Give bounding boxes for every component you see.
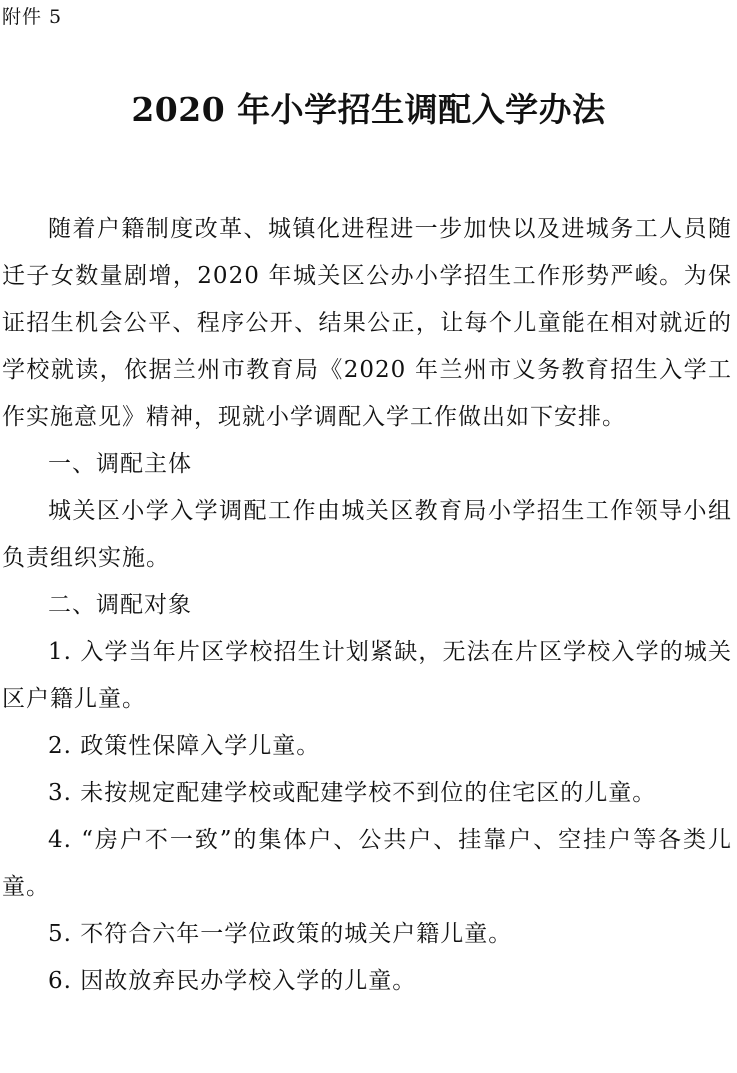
intro-paragraph: 随着户籍制度改革、城镇化进程进一步加快以及进城务工人员随迁子女数量剧增，2020 年城关区公办小学招生工作形势严峻。为保证招生机会公平、程序公开、结果公正，让每个儿童能在相对就近的学校就读，依据兰州市教育局《2020 年兰州市义务教育招生入学工作实施意见》精神，现就小学调配入学工作做出如下安排。 bbox=[2, 216, 732, 430]
document-body bbox=[2, 206, 732, 1005]
list-item: 1. 入学当年片区学校招生计划紧缺，无法在片区学校入学的城关区户籍儿童。 bbox=[2, 639, 732, 712]
section-heading-1: 一、调配主体 bbox=[48, 451, 192, 477]
list-item: 4. “房户不一致”的集体户、公共户、挂靠户、空挂户等各类儿童。 bbox=[2, 827, 732, 900]
list-item: 2. 政策性保障入学儿童。 bbox=[48, 733, 321, 759]
list-item: 5. 不符合六年一学位政策的城关户籍儿童。 bbox=[48, 921, 513, 947]
list-item: 6. 因故放弃民办学校入学的儿童。 bbox=[48, 968, 417, 994]
section-heading-2: 二、调配对象 bbox=[48, 592, 192, 618]
document-title: 2020 年小学招生调配入学办法 bbox=[131, 90, 606, 129]
section-1-text: 城关区小学入学调配工作由城关区教育局小学招生工作领导小组负责组织实施。 bbox=[2, 498, 732, 571]
list-item: 3. 未按规定配建学校或配建学校不到位的住宅区的儿童。 bbox=[48, 780, 657, 806]
attachment-label: 附件 5 bbox=[2, 6, 63, 28]
